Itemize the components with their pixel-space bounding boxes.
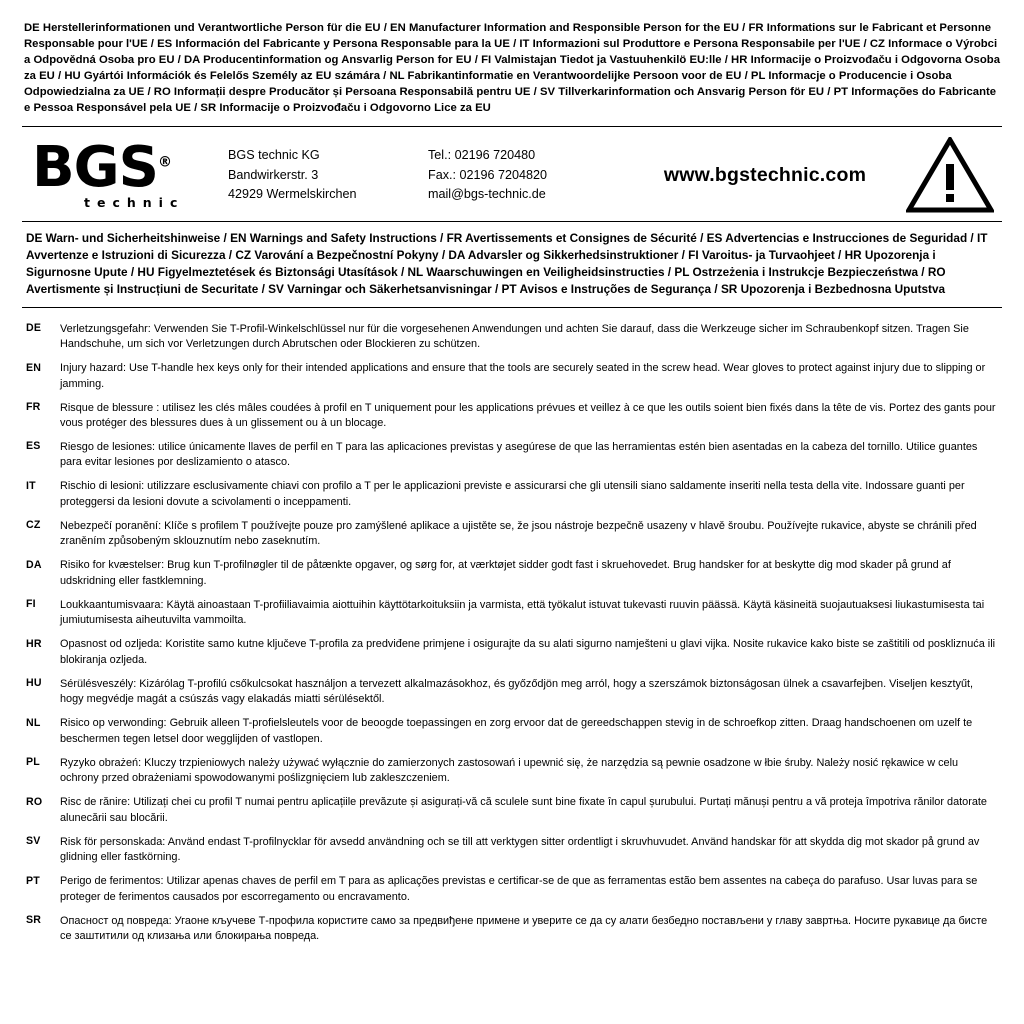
list-item [26, 479, 998, 510]
registered-trademark-icon: ® [157, 153, 171, 170]
list-item [26, 401, 998, 432]
company-name: BGS technic KG [228, 148, 320, 163]
list-item [26, 558, 998, 589]
list-item [26, 519, 998, 550]
language-code: RO [26, 795, 43, 808]
company-fax: Fax.: 02196 7204820 [428, 167, 548, 182]
instruction-text: Risk för personskada: Använd endast T-profilnycklar för avsedd användning och se till att verktygen sitter ordentligt i skruvhuvudet. Använd handskar för att skydda dig mot skador på grund av glidning eller fastkörning. [60, 835, 980, 864]
language-code: FI [26, 598, 36, 611]
company-street: Bandwirkerstr. 3 [228, 167, 319, 182]
instruction-text: Injury hazard: Use T-handle hex keys only for their intended applications and ensure that the tools are securely seated in the screw head. Wear gloves to protect against injury due to slipping or jamming. [60, 362, 986, 390]
language-code: DE [26, 322, 42, 335]
language-code: HU [26, 677, 42, 690]
language-code: PL [26, 756, 40, 769]
list-item [26, 637, 998, 668]
language-code: ES [26, 440, 41, 453]
list-item [26, 716, 998, 747]
logo-subtext: technic [84, 194, 185, 210]
language-code: FR [26, 401, 41, 413]
logo-text: BGS [32, 134, 158, 200]
company-email[interactable]: mail@bgs-technic.de [428, 186, 546, 201]
warnings-safety-heading: DE Warn- und Sicherheitshinweise / EN Warnings and Safety Instructions / FR Avertissements et Consignes de Sécurité / ES Advertencias e Instrucciones de Seguridad / IT Avvertenze e Istruzioni di Sicurezza / CZ Varování a Bezpečnostní Pokyny / DA Advarsler og Sikkerhedsinstruktioner / FI Varoitus- ja Turvaohjeet / HR Upozorenja i Sigurnosne Upute / HU Figyelmeztetések és Biztonsági Utasítások / NL Waarschuwingen en Veiligheidsinstructies / PL Ostrzeżenia i Instrukcje Bezpieczeństwa / RO Avertismente și Instrucțiuni de Securitate / SV Varningar och Säkerhetsanvisningar / PT Avisos e Instruções de Segurança / SR Upozorenja i Bezbednosna Uputstva [26, 231, 988, 297]
language-code: SR [26, 914, 42, 927]
language-code: IT [26, 479, 36, 492]
company-info-band [22, 127, 1002, 221]
instruction-text: Verletzungsgefahr: Verwenden Sie T-Profil-Winkelschlüssel nur für die vorgesehenen Anwendungen und achten Sie darauf, dass die Werkzeuge sicher im Schraubenkopf sitzen. Tragen Sie Handschuhe, um sich vor Verletzungen durch Abrutschen oder Blockieren zu schützen. [60, 322, 969, 351]
logo-wordmark [32, 134, 228, 200]
list-item [26, 914, 998, 945]
instruction-text: Riesgo de lesiones: utilice únicamente llaves de perfil en T para las aplicaciones previstas y asegúrese de que las herramientas estén bien asentadas en la cabeza del tornillo. Utilice guantes para evitar lesiones por deslizamiento o atasco. [60, 440, 978, 469]
divider-bottom [22, 307, 1002, 308]
list-item [26, 322, 998, 353]
language-code: HR [26, 637, 42, 650]
manufacturer-info-heading: DE Herstellerinformationen und Verantwortliche Person für die EU / EN Manufacturer Information and Responsible Person for the EU / FR Informations sur le Fabricant et Personne Responsable pour l'UE / ES Información del Fabricante y Persona Responsable para la UE / IT Informazioni sul Produttore e Persona Responsabile per l'UE / CZ Informace o Výrobci a Odpovědná Osoba pro EU / DA Producentinformation og Ansvarlig Person for EU / FI Valmistajan Tiedot ja Vastuuhenkilö EU:lle / HR Informacije o Proizvođaču i Odgovorna Osoba za EU / HU Gyártói Információk és Felelős Személy az EU számára / NL Fabrikantinformatie en Verantwoordelijke Persoon voor de EU / PL Informacje o Producencie i Osoba Odpowiedzialna za UE / RO Informații despre Producător și Persoana Responsabilă pentru UE / SV Tillverkarinformation och Ansvarig Person för EU / PT Informações do Fabricante e Pessoa Responsável pela UE / SR Informacije o Proizvođaču i Odgovorno Lice za EU [24, 22, 1001, 115]
warning-triangle-icon [902, 137, 998, 213]
instruction-text: Ryzyko obrażeń: Kluczy trzpieniowych należy używać wyłącznie do zamierzonych zastosowań i upewnić się, że narzędzia są pewnie osadzone w łbie śruby. Należy nosić rękawice w celu ochrony przed obrażeniami spowodowanymi poślizgnięciem lub zakleszczeniem. [60, 756, 959, 785]
company-city: 42929 Wermelskirchen [228, 186, 357, 201]
instruction-text: Risque de blessure : utilisez les clés mâles coudées à profil en T uniquement pour les applications prévues et veillez à ce que les outils soient bien fixés dans la tête de vis. Portez des gants pour vous protéger des blessures dues à un glissement ou à un blocage. [60, 401, 996, 429]
company-website[interactable]: www.bgstechnic.com [663, 163, 867, 186]
instruction-text: Nebezpečí poranění: Klíče s profilem T používejte pouze pro zamýšlené aplikace a ujistěte se, že jsou nástroje bezpečně usazeny v hlavě šroubu. Používejte rukavice, abyste se chránili před zraněním způsobeným sklouznutím nebo zaseknutím. [60, 519, 977, 548]
list-item [26, 361, 998, 392]
instruction-text: Risc de rănire: Utilizați chei cu profil T numai pentru aplicațiile prevăzute și asigurați-vă că sculele sunt bine fixate în capul șurubului. Purtați mănuși pentru a vă proteja împotriva rănilor datorate alunecării sau blocării. [60, 796, 987, 824]
list-item [26, 835, 998, 866]
instruction-text: Perigo de ferimentos: Utilizar apenas chaves de perfil em T para as aplicações previstas e certificar-se de que as ferramentas estão bem assentes na cabeça do parafuso. Usar luvas para se proteger de ferimentos causados por escorregamento ou encravamento. [60, 875, 978, 903]
language-code: PT [26, 874, 40, 887]
bgs-logo [26, 134, 228, 210]
instruction-text: Loukkaantumisvaara: Käytä ainoastaan T-profiiliavaimia aiottuihin käyttötarkoituksiin ja varmista, että työkalut istuvat tukevasti ruuvin päässä. Käytä käsineitä suojautuaksesi liukastumisesta tai jumiutumisesta aiheutuvilta vammoilta. [60, 598, 985, 627]
language-code: NL [26, 716, 41, 729]
instruction-text: Sérülésveszély: Kizárólag T-profilú csőkulcsokat használjon a tervezett alkalmazásokhoz, és győződjön meg arról, hogy a szerszámok biztonságosan ülnek a csavarfejben. Viseljen kesztyűt, hogy megvédje magát a csúszás vagy elakadás miatti sérülésektől. [60, 677, 974, 706]
list-item [26, 874, 998, 905]
list-item [26, 440, 998, 471]
language-code: CZ [26, 519, 41, 532]
company-phone: Tel.: 02196 720480 [428, 148, 536, 163]
language-code: EN [26, 361, 42, 374]
language-code: DA [26, 558, 42, 571]
instruction-text: Rischio di lesioni: utilizzare esclusivamente chiavi con profilo a T per le applicazioni previste e assicurarsi che gli utensili siano saldamente inseriti nella testa della vite. Indossare guanti per proteggersi da lesioni dovute a scivolamenti o inceppamenti. [60, 480, 965, 508]
list-item [26, 795, 998, 826]
instructions-list [22, 322, 1002, 945]
company-contact [428, 146, 638, 203]
company-address [228, 146, 428, 203]
instruction-text: Risiko for kvæstelser: Brug kun T-profilnøgler til de påtænkte opgaver, og sørg for, at værktøjet sidder godt fast i skruehovedet. Brug handsker for at beskytte dig mod skader på grund af udskridning eller fastklemning. [60, 559, 951, 587]
instruction-text: Опасност од повреда: Угаоне кључеве Т-профила користите само за предвиђене примене и уверите се да су алати безбедно постављени у главу завртња. Носите рукавице да бисте се заштитили од клизања или блокирања повреда. [60, 914, 988, 943]
instruction-text: Opasnost od ozljeda: Koristite samo kutne ključeve T-profila za predviđene primjene i osigurajte da su alati sigurno namješteni u glavi vijka. Nosite rukavice kako biste se zaštitili od poskliznuća ili blokiranja ozljeda. [60, 638, 996, 666]
list-item [26, 598, 998, 629]
instruction-text: Risico op verwonding: Gebruik alleen T-profielsleutels voor de beoogde toepassingen en zorg ervoor dat de gereedschappen stevig in de schroefkop zitten. Draag handschoenen om uzelf te beschermen tegen letsel door wegglijden of vastlopen. [60, 717, 973, 745]
list-item [26, 756, 998, 787]
list-item [26, 677, 998, 708]
language-code: SV [26, 835, 41, 848]
